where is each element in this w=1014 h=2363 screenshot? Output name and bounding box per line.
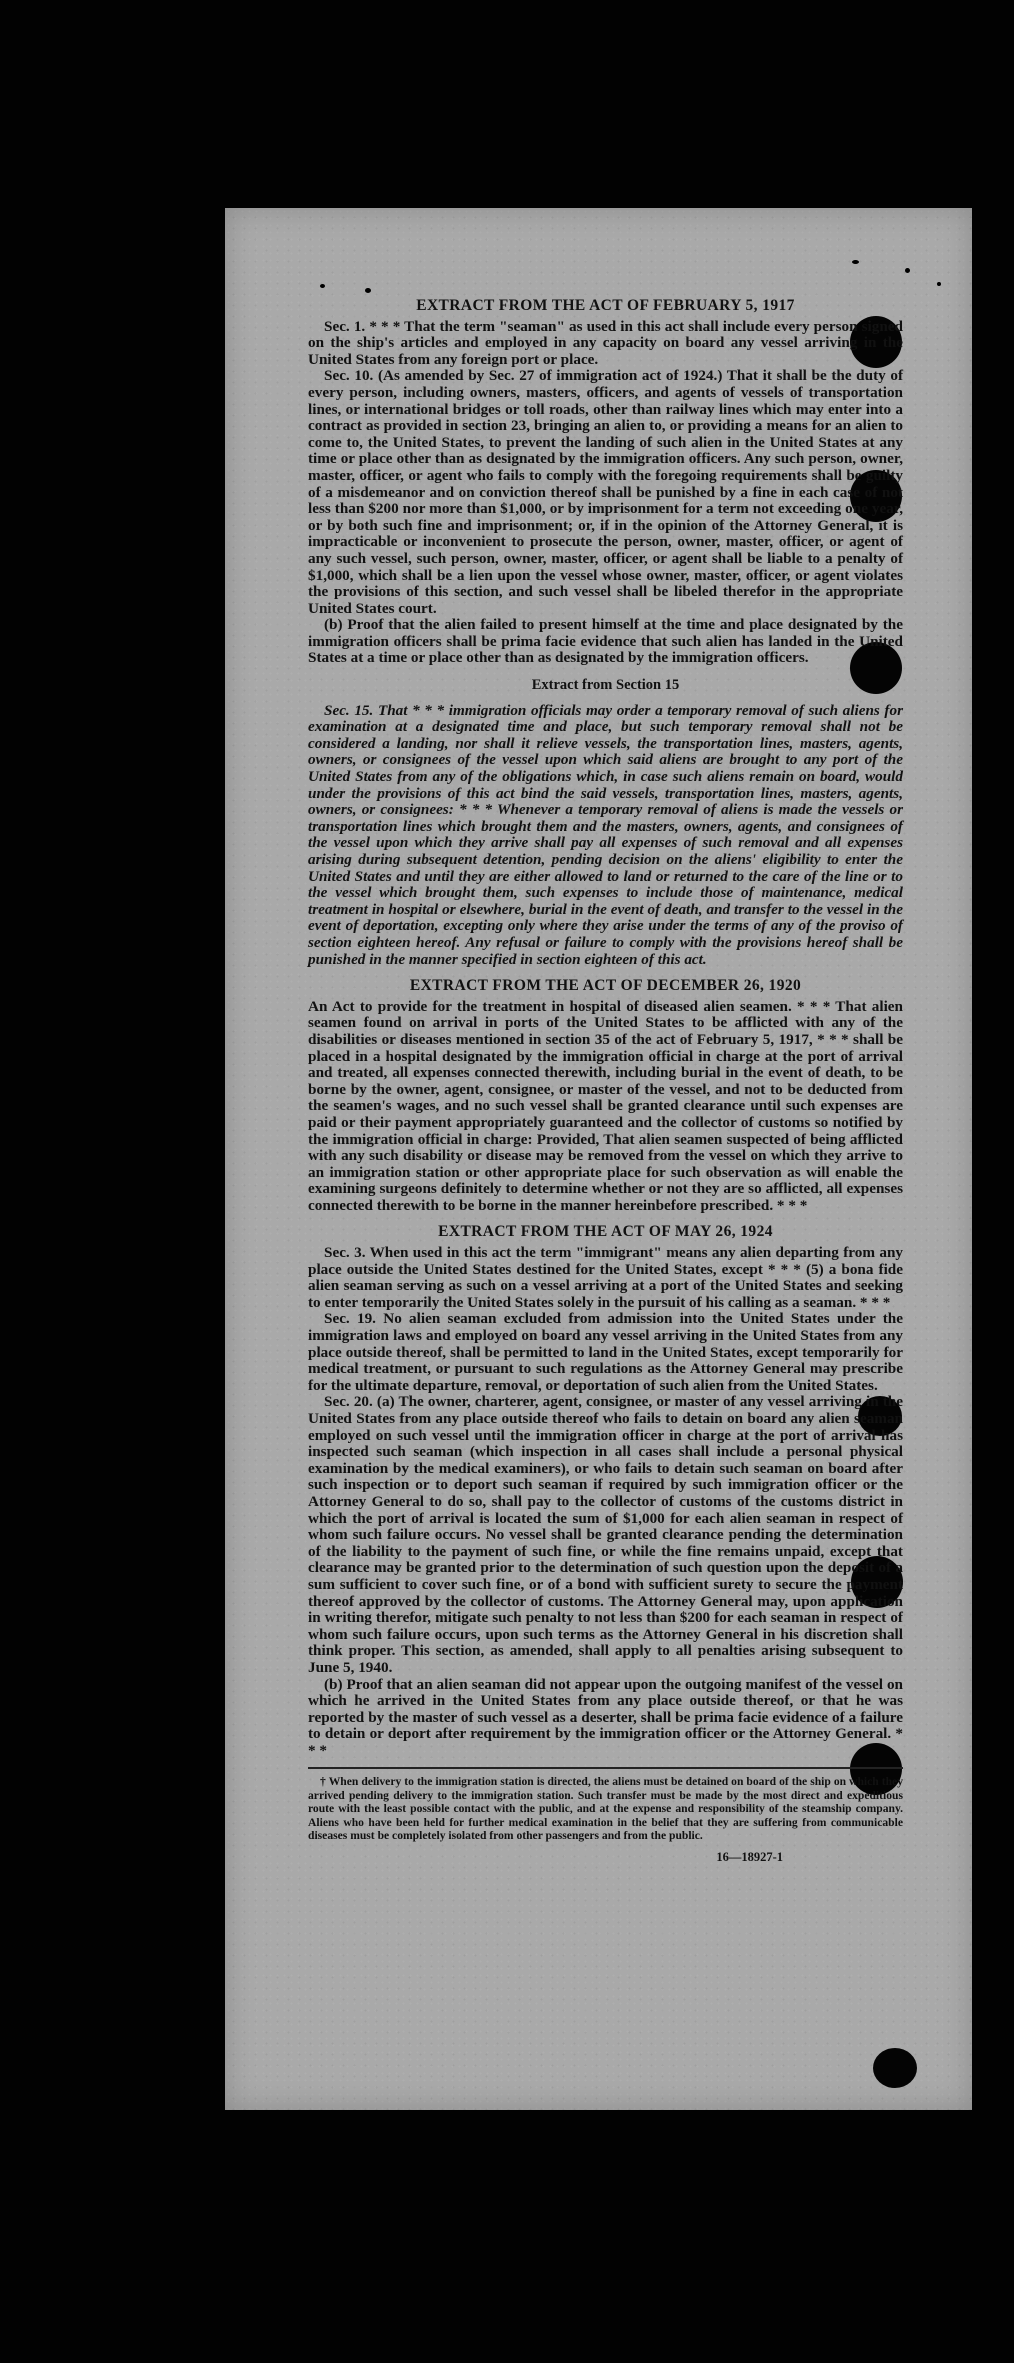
scan-speck — [852, 260, 859, 264]
paragraph: An Act to provide for the treatment in hospital of diseased alien seamen. * * * That alien seamen found on arrival in ports of the United States to be afflicted with any of the disabilities or diseases mentioned in section 35 of the act of February 5, 1917, * * * shall be placed in a hospital designated by the immigration official in charge at the port of arrival and treated, all expenses connected therewith, including burial in the event of death, to be borne by the owner, agent, consignee, or master of the vessel, and not to be deducted from the seamen's wages, and no such vessel shall be granted clearance until such expenses are paid or their payment appropriately guaranteed and the collector of customs so notified by the immigration official in charge: Provided, That alien seamen suspected of being afflicted with any such disability or disease may be removed from the vessel on which they arrive to an immigration station or other appropriate place for such observation as will enable the examining surgeons definitely to determine whether or not they are so afflicted, all expenses connected therewith to be borne in the manner hereinbefore prescribed. * * * — [308, 997, 903, 1214]
paragraph: Sec. 15. That * * * immigration officials may order a temporary removal of such aliens for examination at a designated time and place, but such temporary removal shall not be considered a landing, nor shall it relieve vessels, the transportation lines, masters, agents, owners, or consignees of the vessel upon which said aliens are brought to any port of the United States from any of the obligations which, in case such aliens remain on board, would under the provisions of this act bind the said vessels, transportation lines, masters, agents, owners, or consignees: * * * Whenever a temporary removal of aliens is made the vessels or transportation lines which brought them and the masters, owners, agents, and consignees of the vessel upon which they arrive shall pay all expenses of such removal and all expenses arising during subsequent detention, pending decision on the aliens' eligibility to enter the United States and until they are either allowed to land or returned to the care of the line or to the vessel which brought them, such expenses to include those of maintenance, medical treatment in hospital or elsewhere, burial in the event of death, and transfer to the vessel in the event of deportation, excepting only where they arise under the terms of any of the proviso of section eighteen hereof. Any refusal or failure to comply with the provisions hereof shall be punished in the manner specified in section eighteen of this act. — [308, 701, 903, 968]
punch-hole — [873, 2048, 917, 2088]
scan-speck — [905, 268, 910, 273]
paragraph: Sec. 3. When used in this act the term "immigrant" means any alien departing from any place outside the United States destined for the United States, except * * * (5) a bona fide alien seaman serving as such on a vessel arriving at a port of the United States and seeking to enter temporarily the United States solely in the pursuit of his calling as a seaman. * * * — [308, 1244, 903, 1311]
form-number: 16—18927-1 — [716, 1849, 783, 1864]
paragraph: Sec. 10. (As amended by Sec. 27 of immigration act of 1924.) That it shall be the duty of every person, including owners, masters, officers, and agents of vessels of transportation lines, or international bridges or toll roads, other than railway lines which may enter into a contract as provided in section 23, bringing an alien to, or providing a means for an alien to come to, the United States, to prevent the landing of such alien in the United States at any time or place other than as designated by the immigration officers. Any such person, owner, master, officer, or agent who fails to comply with the foregoing requirements shall be guilty of a misdemeanor and on conviction thereof shall be punished by a fine in each case of not less than $200 nor more than $1,000, or by imprisonment for a term not exceeding one year, or by both such fine and imprisonment; or, if in the opinion of the Attorney General, it is impracticable or inconvenient to prosecute the person, owner, master, officer, or agent of any such vessel, such person, owner, master, officer, or agent shall be liable to a penalty of $1,000, which shall be a lien upon the vessel whose owner, master, officer, or agent violates the provisions of this section, and such vessel shall be libeled therefor in the appropriate United States court. — [308, 367, 903, 617]
section-subheading: Extract from Section 15 — [531, 677, 680, 694]
document-text — [308, 298, 903, 1865]
scan-speck — [937, 282, 941, 286]
paragraph: (b) Proof that an alien seaman did not appear upon the outgoing manifest of the vessel on which he arrived in the United States from any place outside thereof, or that he was reported by the master of such vessel as a deserter, shall be prima facie evidence of a failure to detain or deport after requirement by the immigration officer or the Attorney General. * * * — [308, 1675, 903, 1759]
scan-speck — [320, 284, 325, 288]
section-heading: EXTRACT FROM THE ACT OF DECEMBER 26, 1920 — [409, 977, 802, 995]
paragraph: Sec. 20. (a) The owner, charterer, agent, consignee, or master of any vessel arriving in the United States from any place outside thereof who fails to detain on board any alien seaman employed on such vessel until the immigration officer in charge at the port of arrival has inspected such seaman (which inspection in all cases shall include a personal physical examination by the medical examiners), or who fails to detain such seaman on board after such inspection or to deport such seaman if required by such immigration officer or the Attorney General to do so, shall pay to the collector of customs of the customs district in which the port of arrival is located the sum of $1,000 for each alien seaman in respect of whom such failure occurs. No vessel shall be granted clearance pending the determination of the liability to the payment of such fine, or while the fine remains unpaid, except that clearance may be granted prior to the determination of such question upon the deposit of a sum sufficient to cover such fine, or of a bond with sufficient surety to secure the payment thereof approved by the collector of customs. The Attorney General may, upon application in writing therefor, mitigate such penalty to not less than $200 for each seaman in respect of whom such failure occurs, upon such terms as the Attorney General in his discretion shall think proper. This section, as amended, shall apply to all penalties arising subsequent to June 5, 1940. — [308, 1393, 903, 1676]
section-heading: EXTRACT FROM THE ACT OF MAY 26, 1924 — [438, 1223, 773, 1241]
footnote — [308, 1767, 903, 1842]
section-heading: EXTRACT FROM THE ACT OF FEBRUARY 5, 1917 — [416, 297, 795, 314]
paragraph: (b) Proof that the alien failed to present himself at the time and place designated by the immigration officers shall be prima facie evidence that such alien has landed in the United States at a time or place other than as designated by the immigration officers. — [308, 616, 903, 667]
paragraph: Sec. 1. * * * That the term "seaman" as used in this act shall include every person signed on the ship's articles and employed in any capacity on board any vessel arriving in the United States from any foreign port or place. — [308, 317, 903, 368]
footnote-text: † When delivery to the immigration station is directed, the aliens must be detained on board of the ship on which they arrived pending delivery to the immigration station. Such transfer must be made by the most direct and expeditious route with the least possible contact with the public, and at the expense and responsibility of the steamship company. Aliens who have been held for further medical examination in the belief that they are suffering from communicable diseases must be completely isolated from other passengers and from the public. — [308, 1775, 903, 1843]
paragraph: Sec. 19. No alien seaman excluded from admission into the United States under the immigration laws and employed on board any vessel arriving in the United States from any place outside thereof, shall be permitted to land in the United States, except temporarily for medical treatment, or pursuant to such regulations as the Attorney General may prescribe for the ultimate departure, removal, or deportation of such alien from the United States. — [308, 1310, 903, 1394]
scan-speck — [365, 288, 371, 293]
scanned-document-page — [225, 208, 972, 2110]
